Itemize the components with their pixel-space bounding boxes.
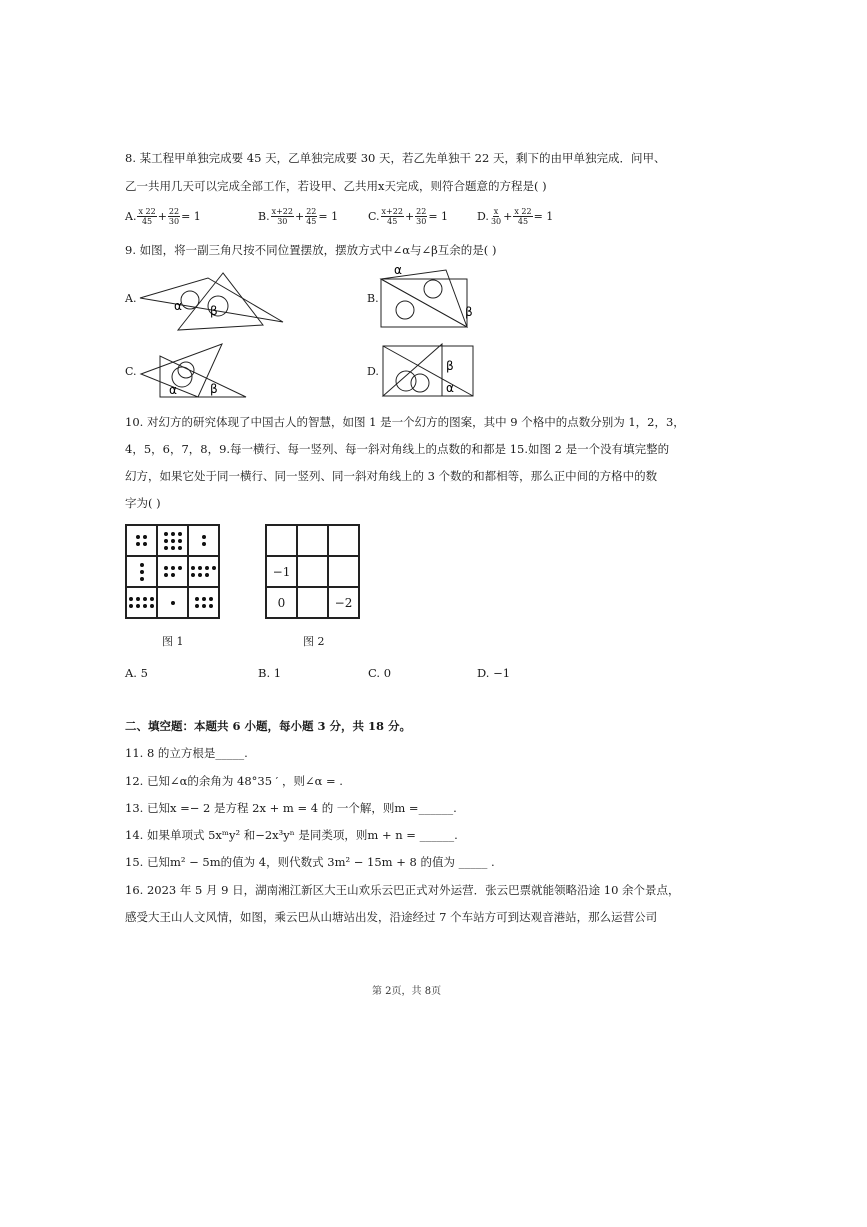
dot xyxy=(143,604,147,608)
dot xyxy=(209,604,213,608)
magic-cell xyxy=(157,587,188,618)
dot xyxy=(205,573,209,577)
dot xyxy=(171,539,175,543)
beta-label: β xyxy=(465,305,473,319)
magic-cell xyxy=(297,587,328,618)
dot xyxy=(164,573,168,577)
q10-option-a: A. 5 xyxy=(125,666,148,680)
q14: 14. 如果单项式 5xᵐy² 和−2x³yⁿ 是同类项，则m + n = ______. xyxy=(125,828,458,842)
q10-option-b: B. 1 xyxy=(258,666,282,680)
dot xyxy=(202,604,206,608)
dot xyxy=(198,573,202,577)
q8-option-a: A. $\frac{x 22}{45}$ + $\frac{22}{30}$ = 1 xyxy=(125,207,201,226)
dot xyxy=(205,566,209,570)
dot xyxy=(171,532,175,536)
q9-figure-c xyxy=(138,342,250,400)
q16-line1: 16. 2023 年 5 月 9 日，湖南湘江新区大王山欢乐云巴正式对外运营．张云巴票就能领略沿途 10 余个景点， xyxy=(125,883,680,897)
dot xyxy=(140,577,144,581)
q9-label-d: D. xyxy=(367,365,379,378)
magic-cell xyxy=(126,587,157,618)
q8-line2: 乙一共用几天可以完成全部工作，若设甲、乙共用x天完成，则符合题意的方程是( ) xyxy=(125,179,547,193)
magic-cell xyxy=(266,525,297,556)
dot xyxy=(143,597,147,601)
option-label: A. xyxy=(125,210,137,223)
magic-cell xyxy=(157,525,188,556)
dot xyxy=(171,566,175,570)
magic-cell xyxy=(328,556,359,587)
dot xyxy=(209,597,213,601)
dot xyxy=(143,542,147,546)
q11: 11. 8 的立方根是_____. xyxy=(125,746,248,760)
magic-cell xyxy=(126,556,157,587)
q8-line1: 8. 某工程甲单独完成要 45 天，乙单独完成要 30 天，若乙先单独干 22 天，剩下的由甲单独完成．问甲、 xyxy=(125,151,666,165)
dot xyxy=(171,573,175,577)
q8-option-b: B. $\frac{x+22}{30}$ + $\frac{22}{45}$ = 1 xyxy=(258,207,339,226)
option-label: D. xyxy=(477,210,489,223)
q9-label-a: A. xyxy=(125,292,137,305)
dot xyxy=(191,573,195,577)
dot xyxy=(136,535,140,539)
alpha-label: α xyxy=(446,381,454,395)
q10-line4: 字为( ) xyxy=(125,496,161,510)
q8-option-c: C. $\frac{x+22}{45}$ + $\frac{22}{30}$ = 1 xyxy=(368,207,449,226)
figure-2-caption: 图 2 xyxy=(303,635,325,648)
q10-option-c: C. 0 xyxy=(368,666,392,680)
figure-1-caption: 图 1 xyxy=(162,635,184,648)
alpha-label: α xyxy=(394,263,402,277)
dot xyxy=(136,542,140,546)
dot xyxy=(202,542,206,546)
dot xyxy=(164,546,168,550)
dot xyxy=(129,597,133,601)
dot xyxy=(136,597,140,601)
magic-cell xyxy=(188,556,219,587)
q10-option-d: D. −1 xyxy=(477,666,511,680)
dot xyxy=(136,604,140,608)
magic-cell: −1 xyxy=(266,556,297,587)
q10-line3: 幻方，如果它处于同一横行、同一竖列、同一斜对角线上的 3 个数的和都相等，那么正中间的方格中的数 xyxy=(125,469,658,483)
q15: 15. 已知m² − 5m的值为 4，则代数式 3m² − 15m + 8 的值为 _____ . xyxy=(125,855,495,869)
dot xyxy=(140,570,144,574)
dot xyxy=(150,597,154,601)
magic-cell xyxy=(297,525,328,556)
q12: 12. 已知∠α的余角为 48°35 ′ ，则∠α = . xyxy=(125,774,343,788)
dot xyxy=(143,535,147,539)
q10-line1: 10. 对幻方的研究体现了中国古人的智慧，如图 1 是一个幻方的图案，其中 9 个格中的点数分别为 1，2，3， xyxy=(125,415,685,429)
dot xyxy=(178,546,182,550)
dot xyxy=(164,566,168,570)
dot xyxy=(178,539,182,543)
dot xyxy=(150,604,154,608)
beta-label: β xyxy=(446,359,454,373)
magic-cell xyxy=(126,525,157,556)
q9-figure-d xyxy=(380,342,480,400)
beta-label: β xyxy=(210,382,218,396)
q9-figure-a xyxy=(138,270,288,335)
alpha-label: α xyxy=(174,299,182,313)
q16-line2: 感受大王山人文风情，如图，乘云巴从山塘站出发，沿途经过 7 个车站方可到达观音港站，那么运营公司 xyxy=(125,910,658,924)
magic-square-figure-2 xyxy=(265,524,360,619)
q9-label-b: B. xyxy=(367,292,379,305)
q9-figure-b xyxy=(378,262,478,332)
dot xyxy=(195,597,199,601)
dot xyxy=(164,532,168,536)
magic-cell xyxy=(157,556,188,587)
dot xyxy=(198,566,202,570)
dot xyxy=(191,566,195,570)
magic-square-figure-1 xyxy=(125,524,220,619)
magic-cell xyxy=(328,525,359,556)
q13: 13. 已知x =− 2 是方程 2x + m = 4 的 一个解，则m =______. xyxy=(125,801,457,815)
dot xyxy=(178,566,182,570)
dot xyxy=(202,535,206,539)
option-label: C. xyxy=(368,210,380,223)
q10-line2: 4，5，6，7，8，9.每一横行、每一竖列、每一斜对角线上的点数的和都是 15.如图 2 是一个没有填完整的 xyxy=(125,442,670,456)
magic-cell xyxy=(188,525,219,556)
dot xyxy=(171,601,175,605)
magic-cell: −2 xyxy=(328,587,359,618)
alpha-label: α xyxy=(169,383,177,397)
magic-cell xyxy=(297,556,328,587)
dot xyxy=(178,532,182,536)
q9-text: 9. 如图，将一副三角尺按不同位置摆放，摆放方式中∠α与∠β互余的是( ) xyxy=(125,243,497,257)
dot xyxy=(195,604,199,608)
magic-cell: 0 xyxy=(266,587,297,618)
beta-label: β xyxy=(210,304,218,318)
dot xyxy=(140,563,144,567)
q8-option-d: D. $\frac{x}{30}$ + $\frac{x 22}{45}$ = 1 xyxy=(477,207,554,226)
dot xyxy=(171,546,175,550)
option-label: B. xyxy=(258,210,270,223)
q9-label-c: C. xyxy=(125,365,137,378)
dot xyxy=(164,539,168,543)
dot xyxy=(202,597,206,601)
magic-cell xyxy=(188,587,219,618)
dot xyxy=(129,604,133,608)
page-footer: 第 2页，共 8页 xyxy=(372,986,442,997)
dot xyxy=(212,566,216,570)
section-heading: 二、填空题：本题共 6 小题，每小题 3 分，共 18 分。 xyxy=(125,719,412,733)
